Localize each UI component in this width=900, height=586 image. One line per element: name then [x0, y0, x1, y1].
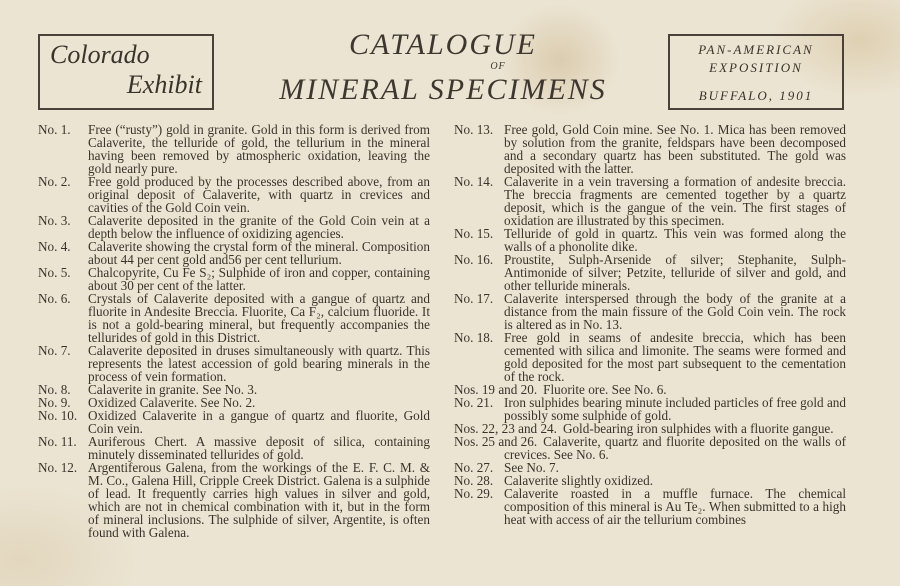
- specimen-description: Free gold in seams of andesite breccia, which has been cemented with silica and limonite. The seams were formed and gold deposited for the most part subsequent to the cementation of the rock.: [504, 330, 846, 384]
- specimen-description: Calaverite slightly oxidized.: [504, 473, 654, 488]
- specimen-number: No. 11.: [38, 434, 77, 449]
- title-line2: OF: [490, 61, 506, 72]
- specimen-description: Gold-bearing iron sulphides with a fluorite gangue.: [562, 421, 834, 436]
- specimen-number: No. 21.: [454, 395, 494, 410]
- specimen-number: No. 13.: [454, 122, 494, 137]
- title-line1: CATALOGUE: [348, 28, 537, 61]
- specimen-number: No. 15.: [454, 226, 494, 241]
- specimen-description: Free gold, Gold Coin mine. See No. 1. Mica has been removed by solution from the granite, feldspars have been decomposed and a secondary quartz has been substituted. The gold was deposited with the latter.: [504, 122, 846, 176]
- specimen-entry: [454, 331, 846, 383]
- specimen-number: No. 29.: [454, 486, 494, 501]
- specimen-description: Calaverite roasted in a muffle furnace. The chemical composition of this mineral is Au Te₂. When submitted to a high heat with access of air the tellurium combines: [504, 486, 846, 527]
- specimen-entry: [454, 227, 846, 253]
- colorado-exhibit-box: [38, 34, 214, 110]
- specimen-description: Fluorite ore. See No. 6.: [543, 382, 667, 397]
- specimen-entry: [38, 292, 430, 344]
- specimen-entry: [38, 123, 430, 175]
- specimen-number: No. 12.: [38, 460, 78, 475]
- specimen-number: No. 6.: [38, 291, 71, 306]
- exposition-box: [668, 34, 844, 110]
- specimen-entry: [38, 461, 430, 539]
- left-column: [38, 123, 430, 539]
- specimen-number: No. 16.: [454, 252, 494, 267]
- specimen-number: No. 10.: [38, 408, 78, 423]
- specimen-number: No. 7.: [38, 343, 71, 358]
- specimen-entry: [38, 240, 430, 266]
- specimen-description: Calaverite showing the crystal form of the mineral. Composition about 44 per cent gold and56 per cent tellurium.: [88, 239, 430, 267]
- specimen-entry: [454, 175, 846, 227]
- specimen-description: Crystals of Calaverite deposited with a gangue of quartz and fluorite in Andesite Breccia. Fluorite, Ca F₂, calcium fluoride. It is not a gold-bearing mineral, but frequently accompanies the tellurides of gold in this District.: [88, 291, 430, 345]
- specimen-entry: [38, 266, 430, 292]
- specimen-description: Telluride of gold in quartz. This vein was formed along the walls of a phonolite dike.: [504, 226, 846, 254]
- specimen-number: No. 5.: [38, 265, 71, 280]
- title-line3: MINERAL SPECIMENS: [279, 73, 607, 106]
- specimen-entry: [454, 292, 846, 331]
- specimen-number: No. 17.: [454, 291, 494, 306]
- specimen-description: Proustite, Sulph-Arsenide of silver; Stephanite, Sulph-Antimonide of silver; Petzite, telluride of silver and gold, and other telluride minerals.: [504, 252, 846, 293]
- left-box-line1: Colorado: [50, 40, 150, 69]
- specimen-description: Free gold produced by the processes described above, from an original deposit of Calaverite, with quartz in crevices and cavities of the Gold Coin vein.: [88, 174, 430, 215]
- specimen-description: Auriferous Chert. A massive deposit of silica, containing minutely disseminated tellurides of gold.: [88, 434, 430, 462]
- specimen-description: Calaverite in a vein traversing a formation of andesite breccia. The breccia fragments are cemented together by a quartz deposit, which is the gangue of the vein. The first stages of oxidation are illustrated by this specimen.: [504, 174, 846, 228]
- specimen-description: Calaverite interspersed through the body of the granite at a distance from the main fissure of the Gold Coin vein. The rock is altered as in No. 13.: [504, 291, 846, 332]
- specimen-entry: [38, 214, 430, 240]
- right-box-line1: PAN-AMERICAN: [698, 42, 814, 57]
- specimen-number: No. 27.: [454, 460, 494, 475]
- specimen-number: No. 14.: [454, 174, 494, 189]
- specimen-entry: [38, 409, 430, 435]
- specimen-entry: [454, 123, 846, 175]
- specimen-number: No. 1.: [38, 122, 71, 137]
- specimen-number: Nos. 25 and 26.: [454, 434, 538, 449]
- specimen-number: No. 4.: [38, 239, 71, 254]
- specimen-number: No. 28.: [454, 473, 494, 488]
- specimen-description: Iron sulphides bearing minute included particles of free gold and possibly some sulphide of gold.: [504, 395, 846, 423]
- catalogue-title: [238, 28, 648, 108]
- specimen-entry: [454, 253, 846, 292]
- specimen-number: No. 18.: [454, 330, 494, 345]
- specimen-description: Calaverite deposited in the granite of the Gold Coin vein at a depth below the influence of oxidizing agencies.: [88, 213, 430, 241]
- specimen-number: No. 3.: [38, 213, 71, 228]
- specimen-description: Oxidized Calaverite in a gangue of quartz and fluorite, Gold Coin vein.: [88, 408, 430, 436]
- specimen-entry: [38, 175, 430, 214]
- specimen-description: Argentiferous Galena, from the workings of the E. F. C. M. & M. Co., Galena Hill, Cripple Creek District. Galena is a sulphide of lead. It frequently carries high values in silver and gold, which are not in chemical combination with it, but in the form of mineral inclusions. The sulphide of silver, Argentite, is often found with Galena.: [88, 460, 430, 540]
- specimen-number: No. 9.: [38, 395, 71, 410]
- specimen-number: Nos. 22, 23 and 24.: [454, 421, 557, 436]
- specimen-number: No. 2.: [38, 174, 71, 189]
- specimen-description: Calaverite, quartz and fluorite deposited on the walls of crevices. See No. 6.: [504, 434, 846, 462]
- specimen-number: Nos. 19 and 20.: [454, 382, 538, 397]
- specimen-entry: [454, 487, 846, 526]
- specimen-description: Calaverite deposited in druses simultaneously with quartz. This represents the latest accession of gold bearing minerals in the process of vein formation.: [88, 343, 430, 384]
- specimen-description: See No. 7.: [504, 460, 559, 475]
- specimen-entry: [454, 435, 846, 461]
- specimen-description: Chalcopyrite, Cu Fe S₂; Sulphide of iron and copper, containing about 30 per cent of the latter.: [88, 265, 430, 293]
- specimen-description: Free (“rusty”) gold in granite. Gold in this form is derived from Calaverite, the telluride of gold, the tellurium in the mineral having been removed by atmospheric oxidation, leaving the gold nearly pure.: [88, 122, 430, 176]
- specimen-entry: [38, 435, 430, 461]
- right-box-line2: EXPOSITION: [709, 60, 803, 75]
- left-box-line2: Exhibit: [126, 70, 202, 99]
- right-box-line3: BUFFALO, 1901: [698, 88, 814, 103]
- right-column: [454, 123, 846, 526]
- specimen-entry: [38, 344, 430, 383]
- specimen-entry: [454, 396, 846, 422]
- specimen-number: No. 8.: [38, 382, 71, 397]
- specimen-description: Oxidized Calaverite. See No. 2.: [88, 395, 256, 410]
- specimen-description: Calaverite in granite. See No. 3.: [88, 382, 258, 397]
